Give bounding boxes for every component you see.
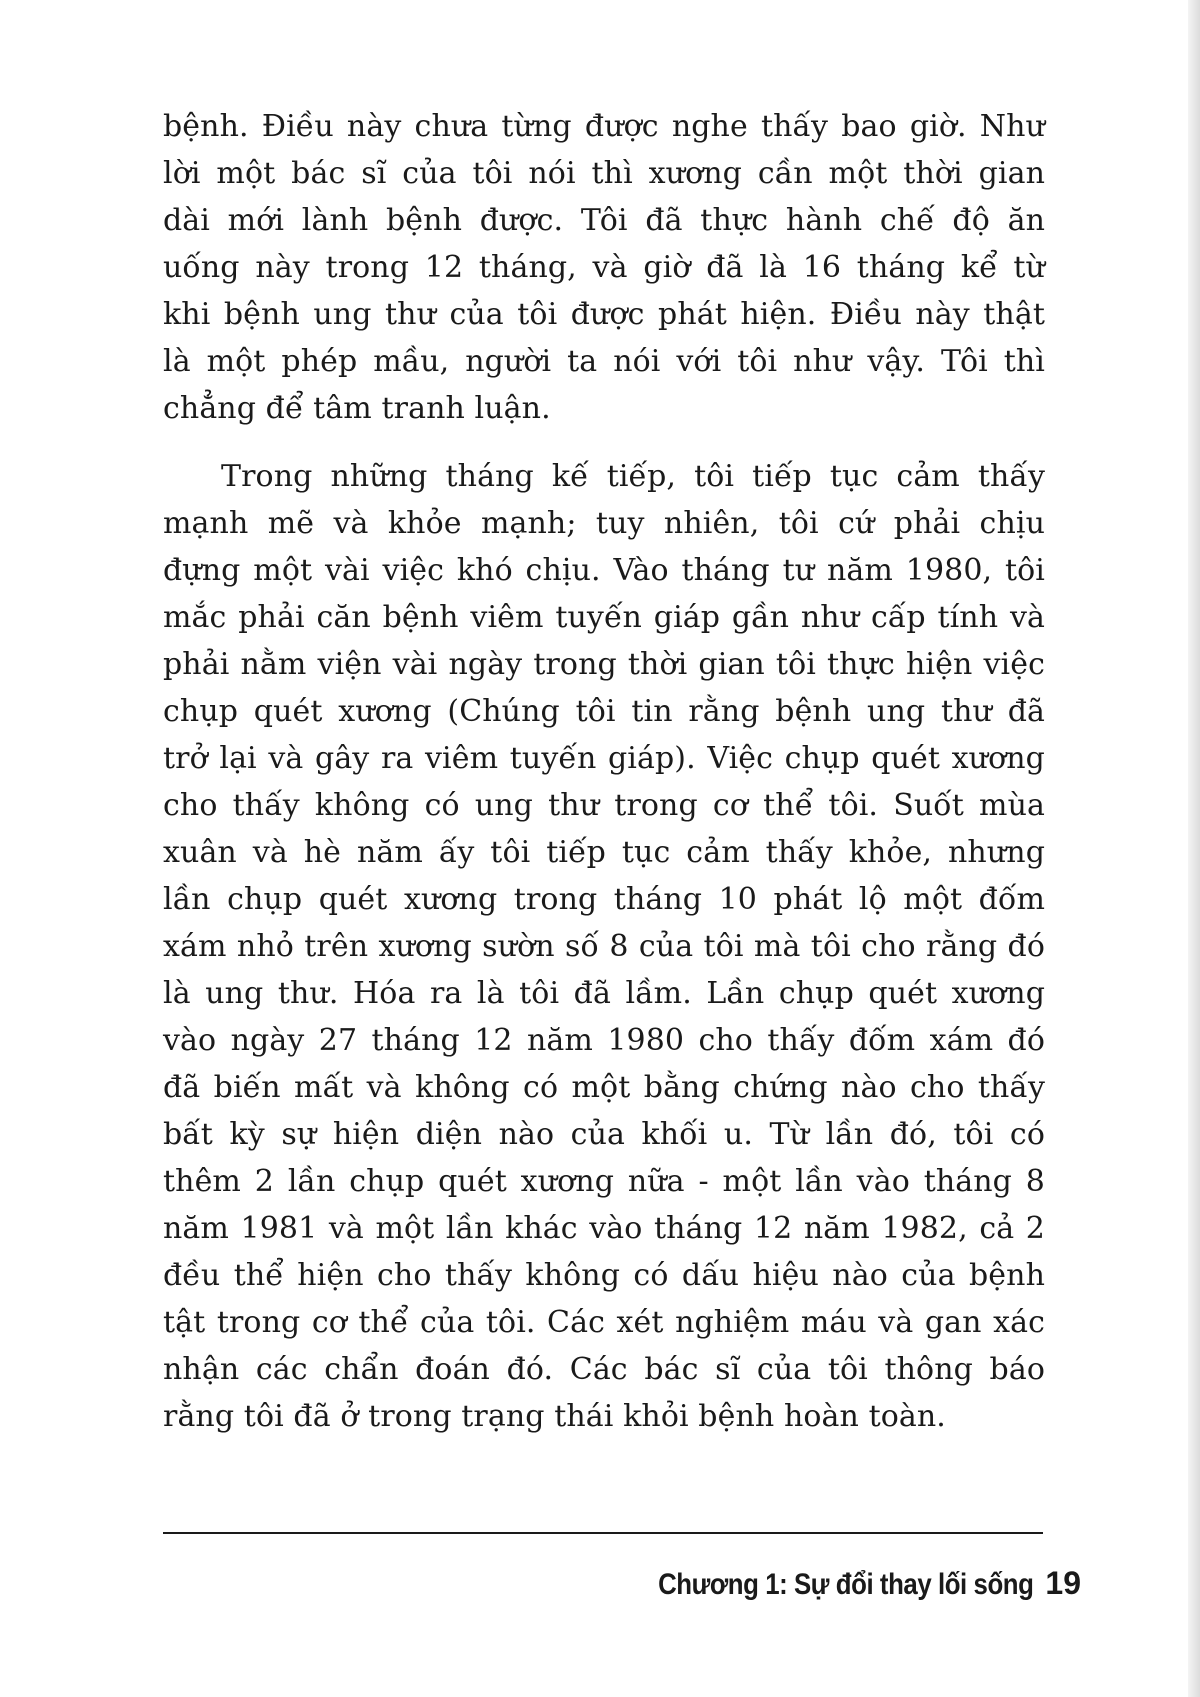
- text-line: đã biến mất và không có một bằng chứng nào cho thấy: [163, 1070, 1045, 1105]
- text-line: chụp quét xương (Chúng tôi tin rằng bệnh ung thư đã: [163, 694, 1045, 729]
- text-line: phải nằm viện vài ngày trong thời gian tôi thực hiện việc: [163, 647, 1045, 682]
- text-line: là một phép mầu, người ta nói với tôi như vậy. Tôi thì: [163, 344, 1045, 379]
- text-line: đựng một vài việc khó chịu. Vào tháng tư năm 1980, tôi: [163, 553, 1045, 588]
- text-line: xuân và hè năm ấy tôi tiếp tục cảm thấy khỏe, nhưng: [163, 835, 1045, 870]
- text-line: cho thấy không có ung thư trong cơ thể tôi. Suốt mùa: [163, 788, 1045, 823]
- text-line: tật trong cơ thể của tôi. Các xét nghiệm máu và gan xác: [163, 1305, 1045, 1340]
- text-line: mắc phải căn bệnh viêm tuyến giáp gần như cấp tính và: [163, 600, 1045, 635]
- page-edge-shadow: [1188, 0, 1200, 1697]
- text-line: đều thể hiện cho thấy không có dấu hiệu nào của bệnh: [163, 1258, 1045, 1293]
- text-line: trở lại và gây ra viêm tuyến giáp). Việc chụp quét xương: [163, 741, 1045, 776]
- page-footer: [163, 1552, 1081, 1602]
- paragraph-gap: [163, 432, 1045, 453]
- text-line: bệnh. Điều này chưa từng được nghe thấy bao giờ. Như: [163, 109, 1045, 144]
- text-line: khi bệnh ung thư của tôi được phát hiện. Điều này thật: [163, 297, 1045, 332]
- text-line: xám nhỏ trên xương sườn số 8 của tôi mà tôi cho rằng đó: [163, 929, 1045, 964]
- text-line: bất kỳ sự hiện diện nào của khối u. Từ lần đó, tôi có: [163, 1117, 1045, 1152]
- text-line: rằng tôi đã ở trong trạng thái khỏi bệnh hoàn toàn.: [163, 1399, 946, 1434]
- text-line: mạnh mẽ và khỏe mạnh; tuy nhiên, tôi cứ phải chịu: [163, 506, 1045, 541]
- text-line: dài mới lành bệnh được. Tôi đã thực hành chế độ ăn: [163, 203, 1045, 238]
- body-text: [163, 103, 1045, 1440]
- text-line: năm 1981 và một lần khác vào tháng 12 năm 1982, cả 2: [163, 1211, 1045, 1246]
- chapter-title: Chương 1: Sự đổi thay lối sống: [658, 1568, 1034, 1601]
- text-line: chẳng để tâm tranh luận.: [163, 391, 551, 426]
- footer-divider: [163, 1532, 1043, 1534]
- text-line: thêm 2 lần chụp quét xương nữa - một lần vào tháng 8: [163, 1164, 1045, 1199]
- text-line: uống này trong 12 tháng, và giờ đã là 16 tháng kể từ: [163, 250, 1045, 285]
- text-line: là ung thư. Hóa ra là tôi đã lầm. Lần chụp quét xương: [163, 976, 1045, 1011]
- text-line: Trong những tháng kế tiếp, tôi tiếp tục cảm thấy: [221, 459, 1045, 494]
- page-number: 19: [1045, 1565, 1081, 1601]
- text-line: nhận các chẩn đoán đó. Các bác sĩ của tôi thông báo: [163, 1352, 1045, 1387]
- text-line: lần chụp quét xương trong tháng 10 phát lộ một đốm: [163, 882, 1045, 917]
- text-line: lời một bác sĩ của tôi nói thì xương cần một thời gian: [163, 156, 1045, 191]
- text-line: vào ngày 27 tháng 12 năm 1980 cho thấy đốm xám đó: [163, 1023, 1045, 1058]
